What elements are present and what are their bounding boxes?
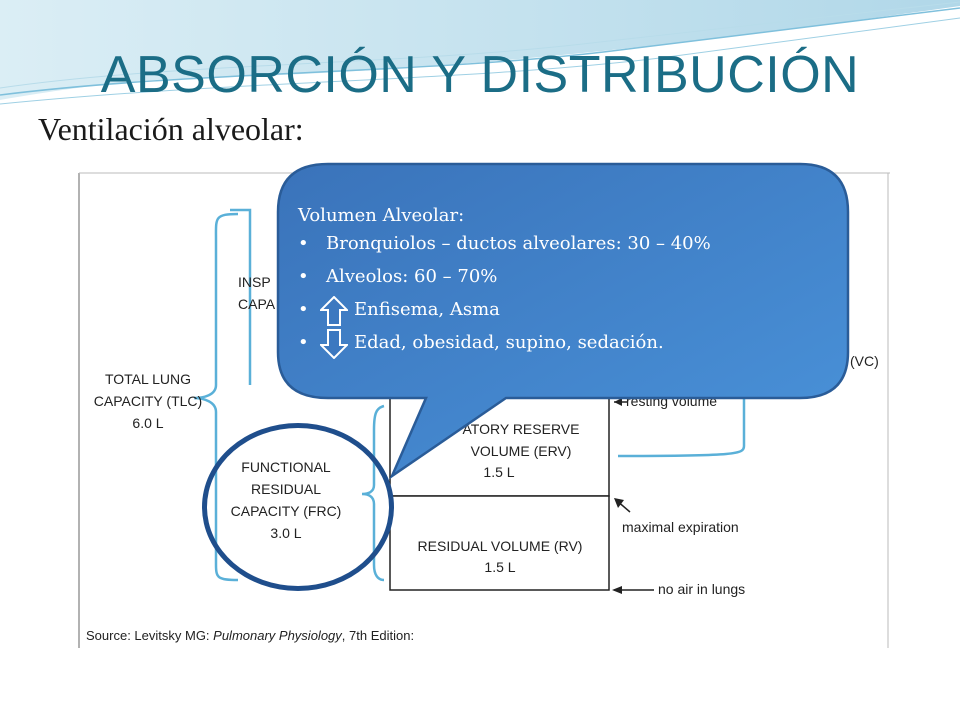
callout-content: [298, 205, 838, 361]
maximal-expiration-label: maximal expiration: [622, 519, 739, 535]
list-item: [298, 295, 838, 328]
tlc-label-line3: 6.0 L: [132, 415, 164, 431]
bullet: •: [298, 299, 309, 320]
list-item-text: Alveolos: 60 – 70%: [326, 266, 498, 287]
tlc-label-line2: CAPACITY (TLC): [93, 393, 203, 409]
bullet: •: [298, 233, 309, 254]
slide-subtitle: Ventilación alveolar:: [38, 111, 304, 147]
list-item: [298, 262, 838, 295]
frc-label-line1: FUNCTIONAL: [241, 459, 331, 475]
list-item: [298, 229, 838, 262]
arrow-up-icon: [320, 296, 348, 326]
no-air-label: no air in lungs: [658, 581, 746, 597]
frc-label-line4: 3.0 L: [270, 525, 302, 541]
bullet: •: [298, 332, 309, 353]
list-item-text: Edad, obesidad, supino, sedación.: [354, 332, 664, 353]
tlc-label-line1: TOTAL LUNG: [104, 371, 192, 387]
insp-label-line1: INSP: [238, 274, 271, 290]
frc-label-line2: RESIDUAL: [250, 481, 322, 497]
no-air-arrowhead: [612, 586, 622, 594]
bullet: •: [298, 266, 309, 287]
vc-label: (VC): [850, 353, 879, 369]
callout-heading: Volumen Alveolar:: [298, 205, 465, 226]
list-item-text: Bronquiolos – ductos alveolares: 30 – 40%: [326, 233, 711, 254]
slide-title: ABSORCIÓN Y DISTRIBUCIÓN: [100, 46, 860, 104]
erv-label-line2: VOLUME (ERV): [470, 443, 572, 459]
frc-label-line3: CAPACITY (FRC): [230, 503, 342, 519]
figure-source: Source: Levitsky MG: Pulmonary Physiology, 7th Edition:: [86, 628, 415, 643]
rv-label-line1: RESIDUAL VOLUME (RV): [417, 538, 583, 554]
list-item-text: Enfisema, Asma: [354, 299, 500, 320]
rv-label-line2: 1.5 L: [484, 559, 516, 575]
arrow-down-icon: [320, 329, 348, 359]
erv-label-line3: 1.5 L: [483, 464, 515, 480]
erv-label-line1: ATORY RESERVE: [462, 421, 580, 437]
resting-volume-label: resting volume: [626, 393, 718, 409]
insp-label-line2: CAPA: [238, 296, 276, 312]
callout-list: [298, 229, 838, 361]
list-item: [298, 328, 838, 361]
